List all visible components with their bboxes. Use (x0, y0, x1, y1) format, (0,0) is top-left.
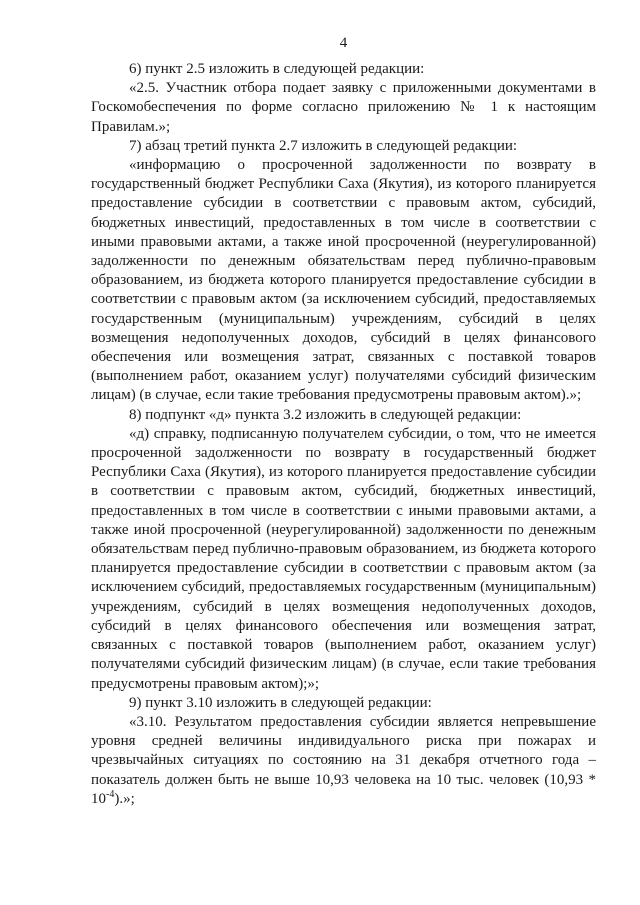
page-number: 4 (339, 35, 348, 51)
paragraph-quote-2-7: «информацию о просроченной задолженности по возврату в государственный бюджет Республики Саха (Якутия), из которого планируется предоставление субсидии в соответствии с правовым актом, субсидий, бюджетных инвестиций, предоставленных в том числе в соответствии с иными правовыми актами, а также иной просроченной (неурегулированной) задолженности по денежным обязательствам перед публично-правовым образованием, из бюджета которого планируется предоставление субсидии в соответствии с правовым актом (за исключением субсидий, предоставляемых государственным (муниципальным) учреждениям, субсидий в целях возмещения недополученных доходов, субсидий в целях финансового обеспечения или возмещения затрат, связанных с поставкой товаров (выполнением работ, оказанием услуг) получателями субсидий физическим лицам) (в случае, если такие требования предусмотрены правовым актом).»; (91, 157, 596, 404)
paragraph-item-6: 6) пункт 2.5 изложить в следующей редакции: (129, 61, 425, 77)
paragraph-quote-2-5: «2.5. Участник отбора подает заявку с приложенными документами в Госкомобеспечения по форме согласно приложению № 1 к настоящим Правилам.»; (91, 80, 596, 135)
paragraph-item-8: 8) подпункт «д» пункта 3.2 изложить в следующей редакции: (129, 406, 522, 423)
paragraph-item-9: 9) пункт 3.10 изложить в следующей редакции: (129, 694, 432, 711)
paragraph-item-7: 7) абзац третий пункта 2.7 изложить в следующей редакции: (129, 137, 518, 154)
quote-3-10-exponent: -4 (106, 788, 115, 800)
paragraph-quote-3-10 (91, 713, 596, 809)
paragraph-quote-3-2-d: «д) справку, подписанную получателем субсидии, о том, что не имеется просроченной задолженности по возврату в государственный бюджет Республики Саха (Якутия), из которого планируется предоставление субсидии в соответствии с правовым актом, субсидий, бюджетных инвестиций, предоставленных в том числе в соответствии с иными правовыми актами, а также иной просроченной (неурегулированной) задолженности по денежным обязательствам перед публично-правовым образованием, из бюджета которого планируется предоставление субсидии в соответствии с правовым актом (за исключением субсидий, предоставляемых государственным (муниципальным) учреждениям, субсидий в целях возмещения недополученных доходов, субсидий в целях финансового обеспечения или возмещения затрат, связанных с поставкой товаров (выполнением работ, оказанием услуг) получателями субсидий физическим лицам) (в случае, если такие требования предусмотрены правовым актом);»; (91, 425, 596, 692)
quote-3-10-end: ).»; (114, 790, 135, 807)
document-page (91, 34, 596, 809)
quote-3-10-text: «3.10. Результатом предоставления субсидии является непревышение уровня средней величины индивидуального риска при пожарах и чрезвычайных ситуациях по состоянию на 31 декабря отчетного года – показатель должен быть не выше 10,93 человека на 10 тыс. человек (10,93 * 10 (91, 713, 596, 807)
